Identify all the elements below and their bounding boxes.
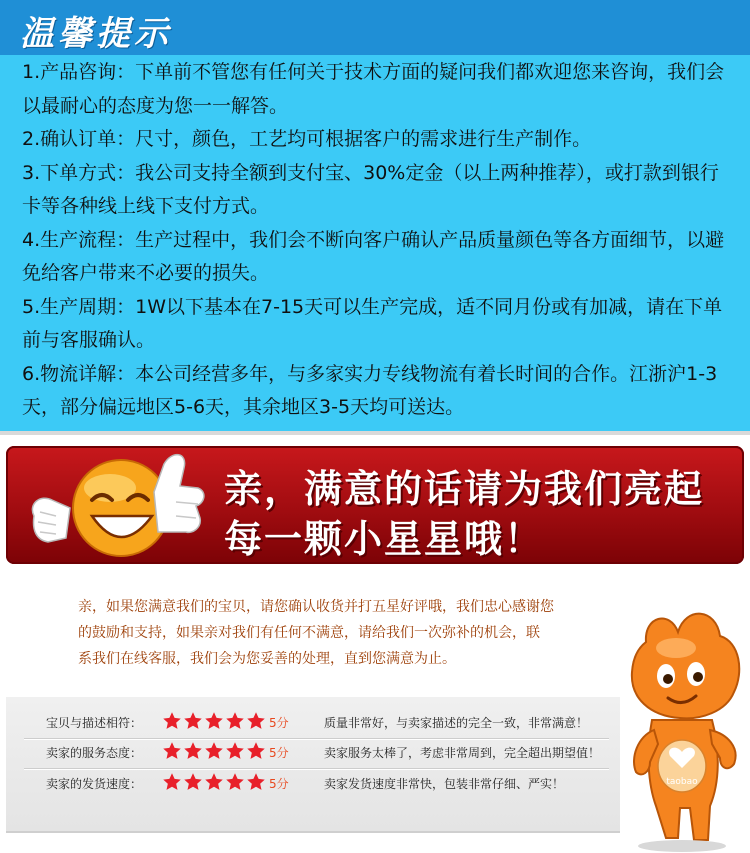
star-icon: [246, 741, 266, 761]
notice-item-process: 4.生产流程：生产过程中，我们会不断向客户确认产品质量颜色等各方面细节，以避免给客户带来不必要的损失。: [22, 228, 725, 284]
review-request-line: 亲，如果您满意我们的宝贝，请您确认收货并打五星好评哦，我们忠心感谢您: [78, 599, 554, 615]
review-request-line: 的鼓励和支持，如果亲对我们有任何不满意，请给我们一次弥补的机会，联: [78, 625, 540, 641]
review-request-line: 系我们在线客服，我们会为您妥善的处理，直到您满意为止。: [78, 651, 456, 667]
rating-row-service: [6, 739, 620, 770]
notice-item-payment: 3.下单方式：我公司支持全额到支付宝、30%定金（以上两种推荐），或打款到银行卡等各种线上线下支付方式。: [22, 161, 719, 217]
star-icon: [246, 772, 266, 792]
star-icon: [183, 711, 203, 731]
rating-comment: 卖家发货速度非常快，包装非常仔细、严实！: [324, 777, 565, 791]
star-icon: [204, 772, 224, 792]
rating-score: 5分: [269, 746, 289, 760]
banner-title-line2: 每一颗小星星哦！: [224, 517, 545, 561]
notice-title: 温馨提示: [20, 14, 172, 54]
star-icon: [162, 772, 182, 792]
star-icon: [225, 741, 245, 761]
star-icon: [204, 711, 224, 731]
rating-row-shipping: [6, 770, 620, 801]
star-icon: [162, 741, 182, 761]
star-icon: [225, 711, 245, 731]
taobao-mascot-illustration: [616, 602, 750, 853]
review-request: [78, 594, 618, 672]
banner-title-line1: 亲，满意的话请为我们亮起: [224, 467, 705, 511]
rating-score: 5分: [269, 777, 289, 791]
rating-label: 卖家的发货速度：: [46, 777, 143, 791]
notice-header: [0, 0, 750, 55]
notice-item-cycle: 5.生产周期：1W以下基本在7-15天可以生产完成，适不同月份或有加减，请在下单前与客服确认。: [22, 295, 723, 351]
mascot-badge-text: taobao: [666, 777, 698, 787]
rating-score: 5分: [269, 716, 289, 730]
star-rating: [162, 741, 267, 765]
star-icon: [162, 711, 182, 731]
star-icon: [225, 772, 245, 792]
rating-table: [6, 697, 620, 833]
notice-item-consult: 1.产品咨询：下单前不管您有任何关于技术方面的疑问我们都欢迎您来咨询，我们会以最耐心的态度为您一一解答。: [22, 61, 725, 117]
rating-label: 宝贝与描述相符：: [46, 716, 143, 730]
rating-label: 卖家的服务态度：: [46, 746, 143, 760]
rating-comment: 质量非常好，与卖家描述的完全一致，非常满意！: [324, 716, 589, 730]
star-icon: [246, 711, 266, 731]
star-icon: [183, 741, 203, 761]
star-icon: [204, 741, 224, 761]
star-rating: [162, 772, 267, 796]
notice-item-order: 2.确认订单：尺寸，颜色，工艺均可根据客户的需求进行生产制作。: [22, 128, 592, 150]
rating-row-description: [6, 709, 620, 740]
star-icon: [183, 772, 203, 792]
star-rating: [162, 711, 267, 735]
notice-item-logistics: 6.物流详解：本公司经营多年，与多家实力专线物流有着长时间的合作。江浙沪1-3天，部分偏远地区5-6天，其余地区3-5天均可送达。: [22, 362, 718, 418]
rating-comment: 卖家服务太棒了，考虑非常周到，完全超出期望值！: [324, 746, 601, 760]
section-divider: [0, 431, 750, 435]
notice-body: [22, 56, 732, 425]
praise-banner: [6, 446, 744, 564]
smiley-thumbs-up-icon: [26, 446, 206, 564]
